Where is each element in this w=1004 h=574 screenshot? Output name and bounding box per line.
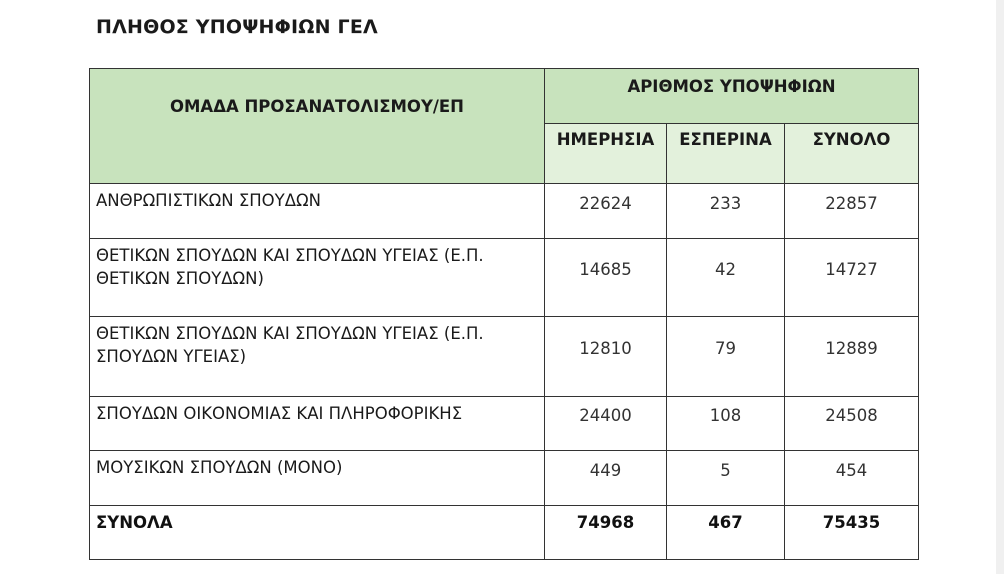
row-label: ΜΟΥΣΙΚΩΝ ΣΠΟΥΔΩΝ (ΜΟΝΟ) [90, 451, 545, 506]
totals-label: ΣΥΝΟΛΑ [90, 506, 545, 560]
cell-total: 454 [785, 451, 919, 506]
cell-day: 14685 [545, 239, 667, 317]
cell-evening: 5 [667, 451, 785, 506]
table-row [90, 451, 919, 506]
total-total: 75435 [785, 506, 919, 560]
cell-evening: 42 [667, 239, 785, 317]
count-column-header: ΑΡΙΘΜΟΣ ΥΠΟΨΗΦΙΩΝ [545, 69, 919, 124]
cell-evening: 108 [667, 397, 785, 451]
cell-total: 12889 [785, 317, 919, 397]
row-label: ΑΝΘΡΩΠΙΣΤΙΚΩΝ ΣΠΟΥΔΩΝ [90, 184, 545, 239]
row-label: ΘΕΤΙΚΩΝ ΣΠΟΥΔΩΝ ΚΑΙ ΣΠΟΥΔΩΝ ΥΓΕΙΑΣ (Ε.Π. ΣΠΟΥΔΩΝ ΥΓΕΙΑΣ) [90, 317, 545, 397]
cell-day: 449 [545, 451, 667, 506]
total-evening: 467 [667, 506, 785, 560]
cell-evening: 233 [667, 184, 785, 239]
table-row [90, 239, 919, 317]
column-header-day: ΗΜΕΡΗΣΙΑ [545, 124, 667, 184]
cell-total: 24508 [785, 397, 919, 451]
cell-day: 12810 [545, 317, 667, 397]
total-day: 74968 [545, 506, 667, 560]
table-row [90, 317, 919, 397]
row-label: ΘΕΤΙΚΩΝ ΣΠΟΥΔΩΝ ΚΑΙ ΣΠΟΥΔΩΝ ΥΓΕΙΑΣ (Ε.Π. ΘΕΤΙΚΩΝ ΣΠΟΥΔΩΝ) [90, 239, 545, 317]
column-header-total: ΣΥΝΟΛΟ [785, 124, 919, 184]
cell-day: 22624 [545, 184, 667, 239]
cell-evening: 79 [667, 317, 785, 397]
group-column-header: ΟΜΑΔΑ ΠΡΟΣΑΝΑΤΟΛΙΣΜΟΥ/ΕΠ [90, 69, 545, 184]
cell-total: 22857 [785, 184, 919, 239]
totals-row [90, 506, 919, 560]
table-row [90, 397, 919, 451]
candidates-table [89, 68, 919, 560]
header-row [90, 69, 919, 124]
table-row [90, 184, 919, 239]
cell-day: 24400 [545, 397, 667, 451]
row-label: ΣΠΟΥΔΩΝ ΟΙΚΟΝΟΜΙΑΣ ΚΑΙ ΠΛΗΡΟΦΟΡΙΚΗΣ [90, 397, 545, 451]
cell-total: 14727 [785, 239, 919, 317]
page-edge-strip [996, 0, 1004, 574]
page-title: ΠΛΗΘΟΣ ΥΠΟΨΗΦΙΩΝ ΓΕΛ [96, 16, 378, 38]
column-header-evening: ΕΣΠΕΡΙΝΑ [667, 124, 785, 184]
